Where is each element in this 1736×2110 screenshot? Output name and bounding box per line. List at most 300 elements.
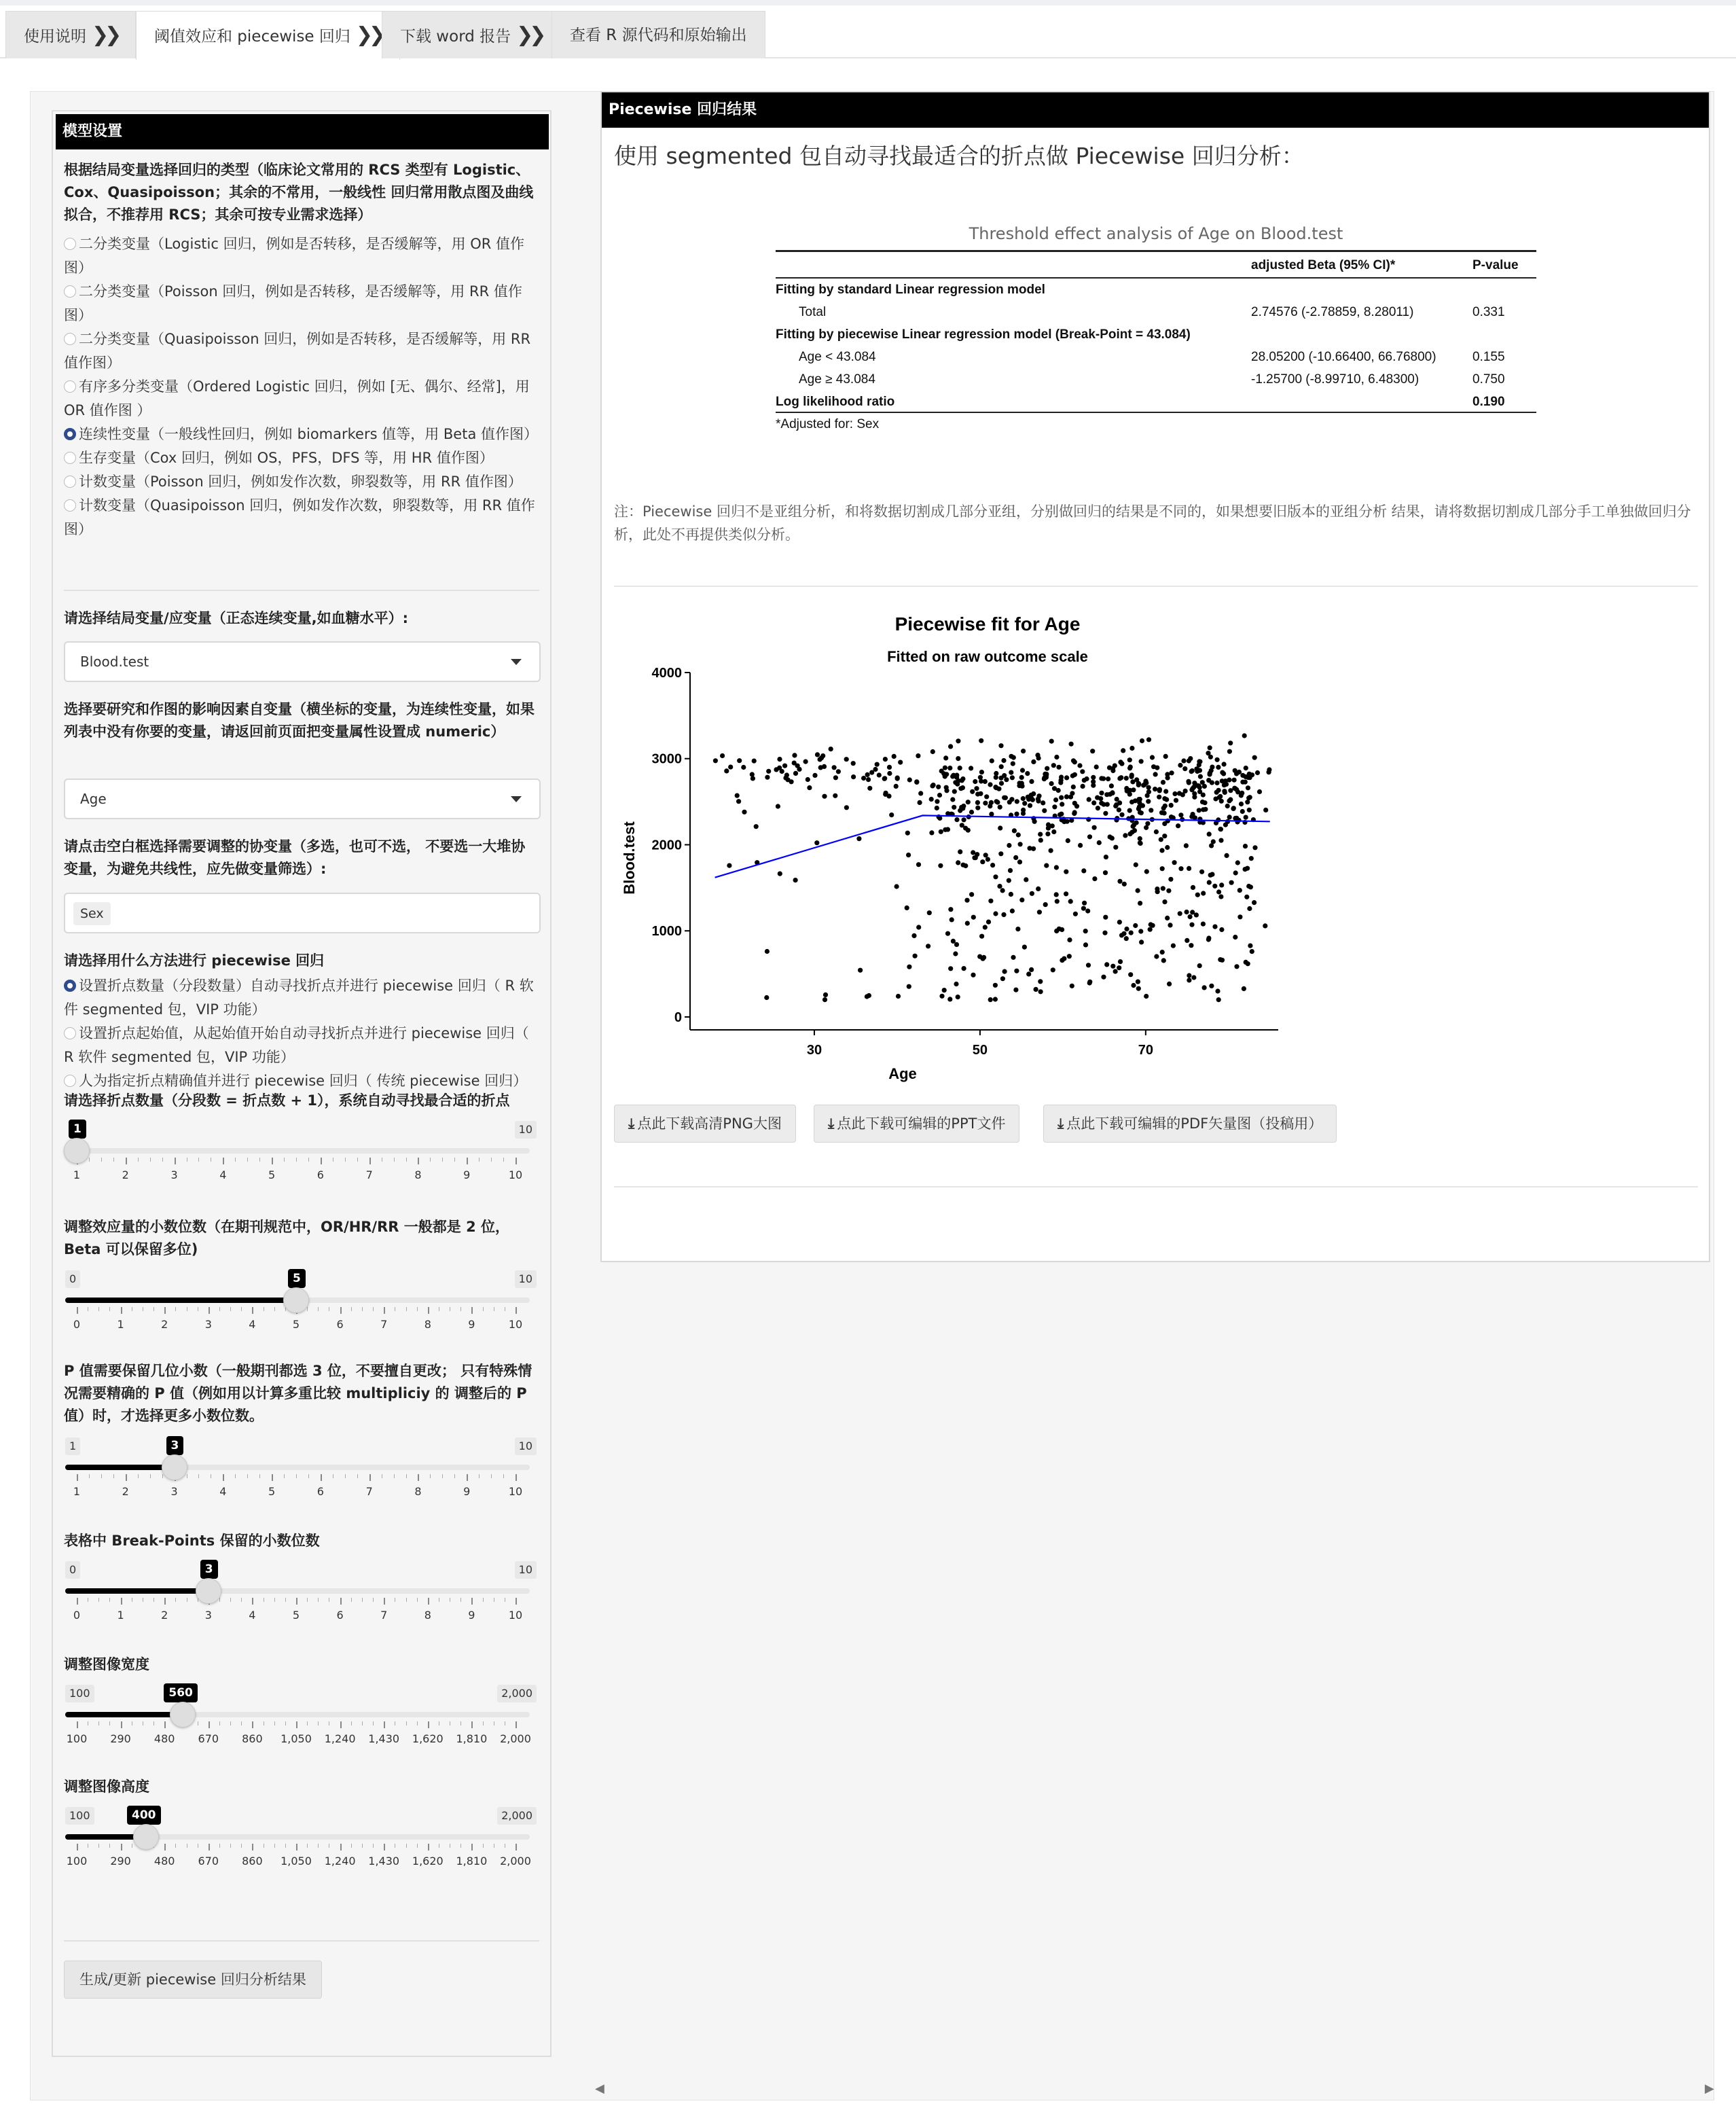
scatter-point — [1187, 973, 1191, 978]
slider-tick — [467, 1158, 468, 1164]
slider-tick-label: 2 — [122, 1485, 129, 1498]
scatter-point — [1163, 804, 1168, 808]
slider-tick-label: 8 — [414, 1168, 422, 1181]
scatter-point — [1117, 776, 1122, 781]
scatter-point — [1055, 899, 1060, 904]
scatter-point — [886, 793, 891, 798]
scatter-point — [1098, 796, 1103, 801]
scatter-point — [1051, 967, 1055, 972]
scatter-point — [1081, 906, 1086, 911]
slider-minor-tick — [175, 1307, 176, 1311]
scatter-point — [1166, 889, 1171, 893]
slider-tick — [516, 1307, 517, 1314]
chart-subtitle: Fitted on raw outcome scale — [887, 648, 1088, 665]
slider-minor-tick — [351, 1721, 352, 1725]
slider-fill — [65, 1298, 296, 1303]
scatter-point — [1223, 823, 1228, 827]
scatter-point — [1054, 929, 1059, 933]
scatter-point — [1227, 778, 1231, 783]
slider-minor-tick — [483, 1598, 484, 1602]
scatter-point — [1185, 910, 1189, 914]
scatter-point — [1144, 869, 1149, 874]
slider-label: 调整效应量的小数位数（在期刊规范中，OR/HR/RR 一般都是 2 位，Beta 可以保留多位) — [64, 1219, 509, 1257]
slider-minor-tick — [98, 1307, 99, 1311]
scatter-point — [929, 797, 934, 802]
scatter-point — [954, 942, 959, 947]
scatter-point — [1051, 829, 1056, 834]
scatter-point — [1035, 753, 1040, 757]
scatter-point — [894, 784, 899, 789]
scatter-point — [1127, 832, 1132, 836]
slider-minor-tick — [274, 1307, 275, 1311]
scatter-point — [907, 777, 912, 782]
slider-tick — [428, 1721, 429, 1728]
slider-tick-label: 2 — [161, 1318, 168, 1331]
slider-tick-label: 1,050 — [281, 1855, 312, 1867]
slider-handle[interactable] — [64, 1138, 90, 1164]
scatter-point — [1240, 773, 1245, 778]
download-pdf-button[interactable] — [1043, 1105, 1337, 1143]
slider-tick — [384, 1721, 385, 1728]
scatter-point — [894, 884, 899, 889]
table-rule-mid — [776, 277, 1536, 279]
scatter-point — [856, 836, 861, 841]
scatter-point — [975, 791, 980, 796]
slider-tick — [126, 1474, 127, 1481]
slider-minor-tick — [138, 1158, 139, 1162]
slider-min-label: 1 — [65, 1437, 80, 1455]
scatter-point — [1214, 781, 1219, 785]
scatter-point — [1129, 746, 1134, 751]
slider-tick-label: 3 — [204, 1609, 212, 1622]
scatter-point — [1001, 758, 1006, 763]
scatter-point — [1030, 891, 1034, 896]
scatter-point — [964, 898, 969, 903]
scatter-point — [1002, 795, 1007, 800]
slider-tick — [418, 1474, 419, 1481]
slider-handle[interactable] — [162, 1454, 187, 1480]
scatter-point — [778, 872, 782, 876]
slider-tick — [467, 1474, 468, 1481]
scatter-point — [1099, 791, 1104, 795]
slider-tick-label: 6 — [336, 1318, 344, 1331]
slider-minor-tick — [417, 1721, 418, 1725]
scatter-point — [945, 827, 950, 832]
scatter-point — [990, 758, 994, 763]
scatter-point — [916, 862, 921, 867]
scatter-point — [1064, 870, 1068, 874]
scatter-point — [1208, 771, 1212, 776]
covariates-input[interactable] — [64, 893, 541, 933]
scatter-point — [942, 988, 947, 993]
result-card-title: Piecewise 回归结果 — [602, 92, 1709, 128]
slider-tick — [384, 1598, 385, 1605]
scatter-point — [877, 772, 882, 777]
tab-bar — [0, 5, 1736, 58]
scatter-point — [1087, 834, 1092, 839]
scatter-point — [1178, 812, 1183, 817]
slider-minor-tick — [138, 1474, 139, 1478]
caret-down-icon — [511, 796, 522, 802]
slider-minor-tick — [345, 1474, 346, 1478]
radio-label: 设置折点数量（分段数量）自动寻找折点并进行 piecewise 回归（ R 软件 segmented 包，VIP 功能） — [64, 978, 534, 1018]
scatter-point — [1121, 748, 1125, 753]
scatter-point — [1038, 832, 1043, 837]
slider-minor-tick — [230, 1598, 231, 1602]
covariate-chip[interactable]: Sex — [73, 902, 111, 925]
radio-icon[interactable] — [64, 285, 76, 298]
scatter-point — [1014, 812, 1019, 817]
scatter-point — [1252, 900, 1256, 905]
scatter-point — [887, 765, 892, 770]
generate-button[interactable]: 生成/更新 piecewise 回归分析结果 — [64, 1961, 322, 1999]
tab-piecewise[interactable] — [136, 11, 400, 60]
slider-label: 调整图像宽度 — [64, 1656, 149, 1673]
table-row-label: Fitting by piecewise Linear regression model (Break-Point = 43.084) — [776, 327, 1191, 342]
tab-word-report[interactable] — [382, 11, 560, 58]
scatter-point — [1203, 807, 1208, 812]
scroll-left-icon[interactable]: ◀ — [595, 2081, 604, 2096]
slider-tick-label: 4 — [219, 1485, 227, 1498]
scatter-point — [1060, 802, 1064, 806]
scatter-point — [1131, 787, 1136, 792]
scatter-point — [1103, 870, 1108, 875]
scatter-point — [1113, 969, 1118, 973]
scatter-point — [1160, 866, 1165, 871]
scatter-point — [1246, 961, 1250, 966]
scatter-point — [969, 810, 974, 815]
scatter-point — [1239, 802, 1244, 806]
scatter-point — [1162, 810, 1167, 815]
radio-icon[interactable] — [64, 333, 76, 345]
scatter-point — [970, 789, 975, 794]
slider-minor-tick — [162, 1158, 163, 1162]
scatter-point — [1201, 891, 1206, 895]
outcome-select[interactable] — [64, 641, 541, 682]
scatter-point — [905, 906, 909, 910]
slider-minor-tick — [259, 1158, 260, 1162]
scatter-point — [1054, 755, 1059, 759]
scatter-point — [958, 849, 962, 854]
scroll-right-icon[interactable]: ▶ — [1705, 2081, 1714, 2096]
slider-tick — [369, 1474, 371, 1481]
scatter-point — [1225, 853, 1229, 858]
scatter-point — [1128, 972, 1133, 977]
tab-instructions[interactable] — [5, 11, 136, 58]
radio-selected-icon[interactable] — [64, 428, 76, 440]
scatter-point — [1028, 803, 1032, 808]
scatter-point — [867, 786, 872, 791]
slider-tick-label: 9 — [468, 1318, 475, 1331]
slider-minor-tick — [98, 1844, 99, 1848]
slider-tick — [121, 1598, 122, 1605]
slider-handle[interactable] — [196, 1578, 221, 1604]
outcome-label: 请选择结局变量/应变量（正态连续变量,如血糖水平）: — [64, 610, 409, 626]
slider-tick-label: 10 — [508, 1318, 523, 1331]
slider-minor-tick — [479, 1158, 480, 1162]
scatter-point — [1056, 765, 1061, 770]
scatter-point — [1034, 987, 1038, 992]
scatter-point — [869, 770, 874, 775]
slider-minor-tick — [373, 1598, 374, 1602]
radio-icon[interactable] — [64, 1027, 76, 1039]
scatter-point — [943, 755, 948, 760]
scatter-point — [1138, 929, 1143, 933]
radio-icon[interactable] — [64, 1075, 76, 1087]
scatter-point — [1000, 976, 1005, 981]
scatter-point — [765, 775, 770, 780]
tab-label: 下载 word 报告 — [400, 28, 511, 46]
radio-icon[interactable] — [64, 238, 76, 250]
scatter-point — [1110, 790, 1115, 795]
scatter-point — [1108, 834, 1113, 839]
scatter-point — [1015, 927, 1020, 931]
scatter-point — [1081, 868, 1086, 873]
scatter-point — [1110, 964, 1115, 969]
slider-tick-label: 6 — [317, 1485, 324, 1498]
radio-label: 有序多分类变量（Ordered Logistic 回归，例如 [无、偶尔、经常]，用 OR 值作图 ） — [64, 378, 530, 418]
scatter-point — [1229, 880, 1234, 885]
scatter-point — [1131, 983, 1136, 988]
scatter-point — [1216, 765, 1220, 770]
scatter-point — [1042, 776, 1047, 781]
scatter-point — [822, 794, 827, 799]
scatter-point — [1172, 860, 1177, 865]
slider-fill — [65, 1712, 183, 1717]
scatter-point — [1021, 808, 1026, 812]
slider-minor-tick — [101, 1158, 102, 1162]
radio-option[interactable] — [64, 232, 539, 280]
scatter-point — [833, 775, 838, 780]
scatter-point — [1145, 793, 1150, 798]
sidebar-title: 模型设置 — [56, 114, 549, 149]
slider-minor-tick — [454, 1474, 455, 1478]
scatter-point — [1069, 742, 1074, 747]
scatter-point — [1091, 775, 1096, 780]
scatter-point — [1165, 916, 1170, 920]
slider-minor-tick — [362, 1598, 363, 1602]
scatter-point — [1014, 969, 1019, 973]
outcome-select-value: Blood.test — [80, 654, 149, 670]
scatter-point — [994, 785, 998, 790]
scatter-point — [713, 758, 718, 763]
exposure-select-value: Age — [80, 791, 107, 807]
radio-label: 二分类变量（Quasipoisson 回归，例如是否转移，是否缓解等，用 RR 值作图） — [64, 331, 531, 371]
scatter-point — [907, 965, 911, 969]
scatter-point — [720, 753, 725, 758]
scatter-point — [1096, 806, 1100, 810]
radio-option[interactable] — [64, 974, 539, 1022]
slider-tick-label: 8 — [424, 1609, 431, 1622]
scatter-point — [752, 759, 757, 764]
scatter-point — [1064, 891, 1068, 896]
scatter-point — [1178, 866, 1183, 871]
scatter-point — [1224, 782, 1229, 787]
slider-tick-label: 1 — [117, 1609, 124, 1622]
scatter-point — [1216, 997, 1221, 1002]
scatter-point — [984, 794, 989, 799]
table-rule-top — [776, 250, 1536, 252]
slider-tick — [471, 1844, 473, 1850]
slider-tick — [121, 1844, 122, 1850]
slider-value-badge: 3 — [166, 1436, 184, 1455]
scatter-point — [1208, 873, 1213, 878]
scatter-point — [1007, 878, 1011, 883]
scatter-point — [1139, 810, 1144, 815]
scatter-point — [983, 853, 988, 857]
scatter-point — [1062, 956, 1066, 961]
top-strip — [0, 0, 1736, 5]
scatter-point — [1165, 845, 1170, 850]
slider-minor-tick — [406, 1158, 407, 1162]
slider-minor-tick — [219, 1598, 220, 1602]
slider-minor-tick — [235, 1158, 236, 1162]
slider-tick-label: 0 — [73, 1318, 81, 1331]
slider-tick-label: 8 — [424, 1318, 431, 1331]
scatter-point — [1167, 982, 1172, 986]
slider-tick — [126, 1158, 127, 1164]
scatter-point — [789, 779, 794, 784]
slider-min-label: 100 — [65, 1685, 94, 1702]
scatter-point — [1219, 927, 1224, 932]
slider-tick-label: 2 — [122, 1168, 129, 1181]
slider-handle[interactable] — [133, 1824, 159, 1850]
slider-minor-tick — [175, 1844, 176, 1848]
scatter-point — [1233, 935, 1237, 940]
slider-minor-tick — [351, 1598, 352, 1602]
scatter-point — [889, 812, 894, 817]
radio-icon[interactable] — [64, 380, 76, 393]
scatter-point — [950, 917, 954, 922]
slider-tick — [121, 1721, 122, 1728]
slider-minor-tick — [406, 1721, 407, 1725]
scatter-point — [1201, 922, 1206, 927]
radio-icon[interactable] — [64, 476, 76, 488]
scatter-point — [977, 954, 982, 959]
scatter-point — [1161, 886, 1165, 891]
scatter-point — [1068, 899, 1073, 904]
radio-icon[interactable] — [64, 452, 76, 464]
exposure-select[interactable] — [64, 779, 541, 819]
slider-tick-label: 1 — [73, 1168, 81, 1181]
table-row-beta: -1.25700 (-8.99710, 6.48300) — [1251, 372, 1419, 387]
slider-minor-tick — [98, 1721, 99, 1725]
slider-tick-label: 6 — [317, 1168, 324, 1181]
slider-minor-tick — [109, 1844, 110, 1848]
slider-minor-tick — [153, 1307, 154, 1311]
slider-max-label: 2,000 — [497, 1685, 537, 1702]
scatter-point — [1092, 876, 1097, 881]
scatter-point — [795, 764, 800, 768]
tab-r-source[interactable] — [551, 11, 765, 58]
radio-selected-icon[interactable] — [64, 980, 76, 992]
scatter-point — [1083, 942, 1088, 947]
scatter-point — [1222, 762, 1227, 766]
slider-tick — [340, 1844, 342, 1850]
scatter-point — [998, 851, 1003, 856]
scatter-point — [979, 770, 984, 774]
scatter-point — [892, 754, 897, 759]
slider-tick — [164, 1307, 166, 1314]
scatter-point — [1133, 798, 1138, 803]
download-ppt-button[interactable] — [814, 1105, 1019, 1143]
radio-option[interactable] — [64, 446, 539, 470]
slider-min-label: 0 — [65, 1561, 80, 1579]
radio-icon[interactable] — [64, 499, 76, 512]
scatter-point — [1236, 818, 1241, 823]
slider-tick — [369, 1158, 371, 1164]
scatter-point — [1085, 908, 1090, 913]
scatter-point — [954, 982, 958, 986]
scatter-point — [1191, 885, 1195, 890]
scatter-point — [1038, 838, 1043, 842]
slider-handle[interactable] — [283, 1287, 309, 1313]
radio-option[interactable] — [64, 280, 539, 327]
slider-tick — [321, 1474, 322, 1481]
slider-tick — [516, 1721, 517, 1728]
radio-option[interactable] — [64, 494, 539, 541]
scatter-point — [1191, 975, 1196, 980]
scatter-point — [1087, 980, 1092, 985]
scatter-point — [887, 771, 892, 776]
slider-tick-label: 10 — [508, 1485, 523, 1498]
radio-option[interactable] — [64, 423, 539, 446]
radio-option[interactable] — [64, 470, 539, 494]
scatter-point — [1174, 798, 1178, 803]
scatter-point — [793, 878, 798, 882]
download-png-button[interactable] — [614, 1105, 796, 1143]
scatter-point — [1257, 789, 1262, 794]
radio-label: 人为指定折点精确值并进行 piecewise 回归（ 传统 piecewise 回归） — [79, 1073, 528, 1089]
slider-minor-tick — [274, 1844, 275, 1848]
scatter-point — [1015, 799, 1019, 804]
radio-option[interactable] — [64, 1022, 539, 1069]
scatter-point — [1059, 778, 1064, 783]
scatter-point — [918, 800, 922, 805]
slider-minor-tick — [357, 1474, 358, 1478]
divider — [64, 590, 539, 591]
slider-minor-tick — [417, 1598, 418, 1602]
slider-tick — [164, 1844, 166, 1850]
scatter-point — [1176, 823, 1180, 828]
scatter-point — [1070, 791, 1074, 795]
slider-minor-tick — [284, 1158, 285, 1162]
scatter-point — [998, 805, 1002, 810]
slider-handle[interactable] — [170, 1702, 196, 1728]
slider-minor-tick — [162, 1474, 163, 1478]
scatter-point — [774, 767, 778, 772]
scatter-point — [765, 949, 770, 954]
scatter-point — [1243, 844, 1248, 848]
scatter-point — [1168, 877, 1173, 882]
y-tick-label: 2000 — [651, 838, 682, 853]
scatter-point — [947, 997, 952, 1001]
slider-minor-tick — [307, 1721, 308, 1725]
caret-down-icon — [511, 659, 522, 665]
scatter-point — [939, 768, 944, 773]
slider-tick — [471, 1307, 473, 1314]
scatter-point — [1091, 779, 1096, 784]
radio-option[interactable] — [64, 327, 539, 375]
scatter-point — [1109, 783, 1114, 788]
slider-minor-tick — [460, 1307, 461, 1311]
radio-option[interactable] — [64, 375, 539, 423]
scatter-point — [1225, 804, 1230, 808]
radio-label: 设置折点起始值，从起始值开始自动寻找折点并进行 piecewise 回归（ R 软件 segmented 包，VIP 功能） — [64, 1025, 529, 1065]
x-tick-label: 70 — [1138, 1043, 1153, 1058]
slider-track[interactable] — [65, 1148, 530, 1154]
scatter-point — [1104, 855, 1108, 859]
